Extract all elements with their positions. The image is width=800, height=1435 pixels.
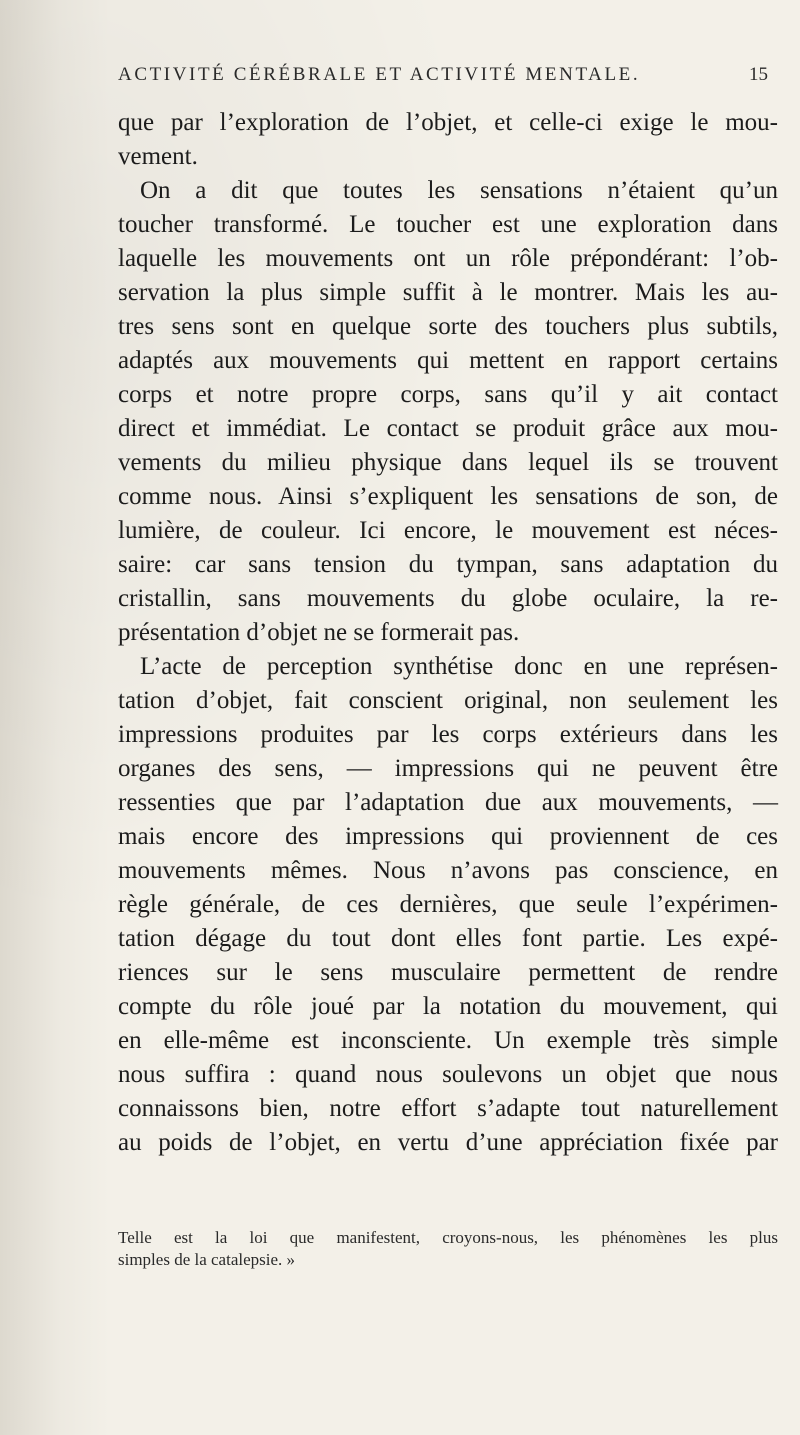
- text-line: connaissons bien, notre effort s’adapte tout naturellement: [118, 1095, 778, 1122]
- text-line: ressenties que par l’adaptation due aux mouvements, —: [118, 789, 778, 816]
- text-line: direct et immédiat. Le contact se produit grâce aux mou-: [118, 415, 778, 442]
- text-line: corps et notre propre corps, sans qu’il y ait contact: [118, 381, 778, 408]
- text-line: tation dégage du tout dont elles font partie. Les expé-: [118, 925, 778, 952]
- text-line: au poids de l’objet, en vertu d’une appréciation fixée par: [118, 1129, 778, 1156]
- text-line: impressions produites par les corps extérieurs dans les: [118, 721, 778, 748]
- text-line: en elle-même est inconsciente. Un exemple très simple: [118, 1027, 778, 1054]
- text-line: L’acte de perception synthétise donc en une représen-: [140, 653, 778, 680]
- text-line: cristallin, sans mouvements du globe oculaire, la re-: [118, 585, 778, 612]
- text-line: servation la plus simple suffit à le montrer. Mais les au-: [118, 279, 778, 306]
- text-line: compte du rôle joué par la notation du mouvement, qui: [118, 993, 778, 1020]
- text-line: comme nous. Ainsi s’expliquent les sensations de son, de: [118, 483, 778, 510]
- text-line: règle générale, de ces dernières, que seule l’expérimen-: [118, 891, 778, 918]
- footnote: [118, 1227, 778, 1271]
- running-header: [118, 64, 768, 86]
- text-line: adaptés aux mouvements qui mettent en rapport certains: [118, 347, 778, 374]
- text-line: mais encore des impressions qui proviennent de ces: [118, 823, 778, 850]
- footnote-line: simples de la catalepsie. »: [118, 1250, 296, 1269]
- text-line: riences sur le sens musculaire permettent de rendre: [118, 959, 778, 986]
- text-line: tation d’objet, fait conscient original, non seulement les: [118, 687, 778, 714]
- header-title: ACTIVITÉ CÉRÉBRALE ET ACTIVITÉ MENTALE.: [118, 64, 641, 85]
- body-text: [118, 106, 778, 1160]
- text-line: tres sens sont en quelque sorte des touchers plus subtils,: [118, 313, 778, 340]
- text-line: saire: car sans tension du tympan, sans adaptation du: [118, 551, 778, 578]
- text-line: nous suffira : quand nous soulevons un objet que nous: [118, 1061, 778, 1088]
- text-line: On a dit que toutes les sensations n’étaient qu’un: [140, 177, 778, 204]
- text-line: vements du milieu physique dans lequel ils se trouvent: [118, 449, 778, 476]
- text-line: mouvements mêmes. Nous n’avons pas conscience, en: [118, 857, 778, 884]
- page-number: 15: [749, 64, 768, 85]
- text-line: toucher transformé. Le toucher est une exploration dans: [118, 211, 778, 238]
- footnote-line: Telle est la loi que manifestent, croyons-nous, les phénomènes les plus: [118, 1228, 778, 1247]
- text-line: laquelle les mouvements ont un rôle prépondérant: l’ob-: [118, 245, 778, 272]
- text-line: vement.: [118, 143, 198, 170]
- text-line: lumière, de couleur. Ici encore, le mouvement est néces-: [118, 517, 778, 544]
- text-line: que par l’exploration de l’objet, et celle-ci exige le mou-: [118, 109, 778, 136]
- text-line: organes des sens, — impressions qui ne peuvent être: [118, 755, 778, 782]
- text-line: présentation d’objet ne se formerait pas.: [118, 619, 520, 646]
